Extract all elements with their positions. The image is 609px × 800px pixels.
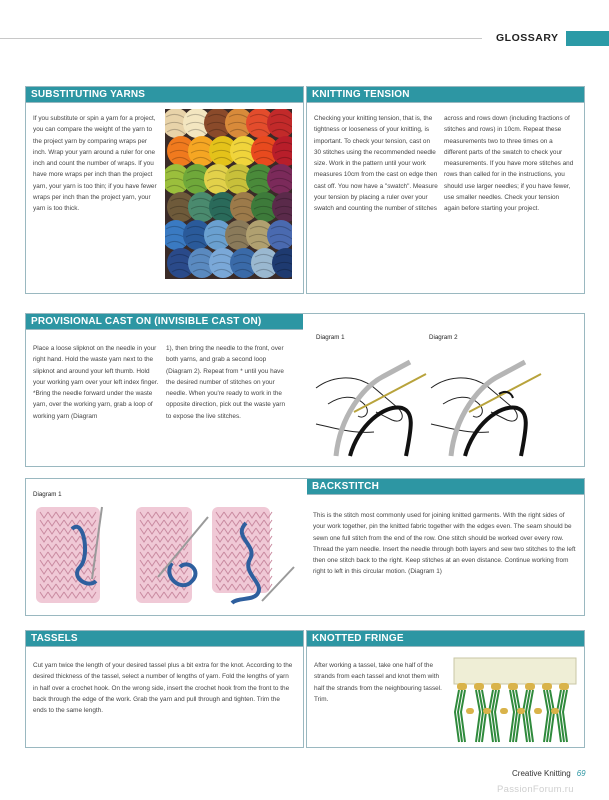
diagram-caption: Diagram 1 (33, 491, 62, 498)
cast-on-diagram-1 (314, 346, 429, 458)
body-text-col1: Checking your knitting tension, that is, the tightness or looseness of your knitting, is important. To check your tension, cast on 30 stitches using the recommended needle size. Work in the pattern until your work measures 10cm from the cast on edge then cast off. You now have a "swatch". Measure your tension by placing a ruler over your swatch and counting the number of stitches (314, 115, 438, 213)
body-text: Cut yarn twice the length of your desired tassel plus a bit extra for the knot. According to the desired thickness of the tassel, select a number of lengths of yarn. Fold the lengths of yarn in half over a crochet hook. On the wrong side, insert the crochet hook from the front to the back through the edge of the work. Grab the yarn and pull through and tighten. Trim the ends to the same length. (33, 662, 293, 715)
header-rule (0, 38, 482, 39)
yarn-balls-photo (165, 109, 292, 279)
accent-tab (566, 31, 609, 46)
box-title: SUBSTITUTING YARNS (26, 87, 303, 102)
page-footer (512, 769, 586, 778)
provisional-cast-on-box (25, 313, 585, 467)
backstitch-box (25, 478, 585, 616)
watermark: PassionForum.ru (497, 784, 574, 795)
diagram-1-caption: Diagram 1 (316, 334, 345, 341)
tassels-box (25, 630, 304, 748)
glossary-header (0, 31, 609, 46)
box-title: TASSELS (26, 631, 303, 646)
knotted-fringe-box (306, 630, 585, 748)
box-title: BACKSTITCH (307, 479, 584, 494)
box-title: KNITTING TENSION (307, 87, 584, 102)
body-text: After working a tassel, take one half of the strands from each tassel and knot them with half the strands from the neighbouring tassel. Trim. (314, 662, 442, 703)
backstitch-diagram (32, 497, 304, 612)
cast-on-diagram-2 (429, 346, 544, 458)
body-text-col2: across and rows down (including fractions of stitches and rows) in 10cm. Repeat these measurements two to three times on a different parts of the swatch to check your measurements. If you have more stitches and rows than called for in the instructions, you should use larger needles; if you have fewer, use smaller needles. Check your tension again before starting your project. (444, 115, 574, 213)
diagram-2-caption: Diagram 2 (429, 334, 458, 341)
body-text: This is the stitch most commonly used for joining knitted garments. With the right sides of your work together, pin the knitted fabric together with the edges even. The seam should be sewn one full stitch from the end of the row. One stitch should be worked over every row. Thread the yarn needle. Insert the needle through both layers and sew two stitches to the left then one stitch back to the right. Keep stitches at an even distance. Continue working from right to left in this circular motion. (Diagram 1) (313, 512, 576, 576)
knitting-tension-box (306, 86, 585, 294)
box-title: KNOTTED FRINGE (307, 631, 584, 646)
section-label: GLOSSARY (496, 32, 559, 44)
body-text-col1: Place a loose slipknot on the needle in your right hand. Hold the waste yarn next to the slipknot and around your left thumb. Hold your working yarn over your left index finger. *Bring the needle forward under the waste yarn, over the working yarn, grab a loop of working yarn (Diagram (33, 345, 159, 420)
magazine-title: Creative Knitting (512, 769, 571, 778)
body-text-col2: 1), then bring the needle to the front, over both yarns, and grab a second loop (Diagram 2). Repeat from * until you have the desired number of stitches on your needle. When you're ready to work in the opposite direction, pick out the waste yarn to expose the live stitches. (166, 345, 286, 420)
box-title: PROVISIONAL CAST ON (INVISIBLE CAST ON) (26, 314, 303, 329)
knotted-fringe-illustration (452, 656, 578, 744)
body-text: If you substitute or spin a yarn for a project, you can compare the weight of the yarn to the project yarn by comparing wraps per inch. Wrap your yarn around a ruler for one inch and count the number of wraps. If you have more wraps per inch than the project yarn, your yarn is too thin; if you have fewer wraps per inch than the project yarn, your yarn is too thick. (33, 115, 157, 213)
substituting-yarns-box (25, 86, 304, 294)
page-number: 69 (576, 769, 586, 778)
